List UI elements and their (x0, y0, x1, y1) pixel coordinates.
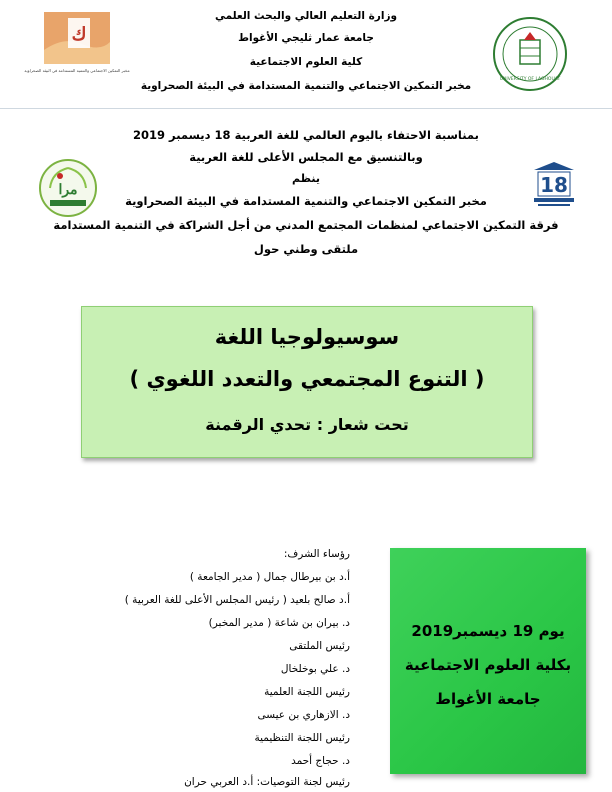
conference-slogan: تحت شعار : تحدي الرقمنة (205, 415, 409, 434)
intro-organizes: ينظم (292, 172, 320, 185)
header-university: جامعة عمار ثليجي الأغواط (238, 32, 374, 44)
svg-text:ك: ك (71, 24, 87, 45)
event-faculty: بكلية العلوم الاجتماعية (404, 656, 572, 674)
university-caption: UNIVERSITY OF LAGHOUAT (499, 77, 561, 82)
intro-conference: ملتقى وطني حول (253, 242, 359, 256)
conference-title-box (81, 306, 533, 458)
honor-line-1: أ.د بن بيرطال جمال ( مدير الجامعة ) (189, 571, 350, 583)
lab-logo-caption: مخبر التمكين الاجتماعي والتنمية المستدامة في البيئة الصحراوية (24, 68, 130, 73)
honor-line-4: رئيس الملتقى (289, 640, 350, 652)
lab-logo (24, 12, 130, 90)
svg-text:مرا: مرا (58, 182, 78, 198)
honor-line-10: رئيس لجنة التوصيات: أ.د العربي حران (184, 776, 350, 788)
intro-team: فرقة التمكين الاجتماعي لمنظمات المجتمع المدني من أجل الشراكة في التنمية المستدامة (53, 218, 559, 232)
event-university: جامعة الأغواط (435, 690, 541, 708)
council-logo (38, 158, 98, 218)
december-number: 18 (540, 173, 568, 197)
header-ministry: وزارة التعليم العالي والبحث العلمي (214, 10, 398, 22)
intro-occasion: بمناسبة الاحتفاء باليوم العالمي للغة العربية 18 ديسمبر 2019 (133, 128, 479, 142)
honor-line-8: رئيس اللجنة التنظيمية (254, 732, 350, 744)
header-faculty: كلية العلوم الاجتماعية (249, 56, 363, 68)
honor-line-5: د. علي بوخلخال (280, 663, 350, 675)
december-18-logo (528, 160, 580, 212)
intro-lab: مخبر التمكين الاجتماعي والتنمية المستدامة في البيئة الصحراوية (125, 194, 487, 208)
university-logo (490, 14, 570, 94)
event-date: يوم 19 ديسمبر2019 (411, 622, 565, 640)
honor-line-6: رئيس اللجنة العلمية (264, 686, 350, 698)
intro-coordination: وبالتنسيق مع المجلس الأعلى للغة العربية (189, 150, 423, 164)
conference-title: سوسيولوجيا اللغة (214, 325, 400, 349)
honor-line-7: د. الازهاري بن عيسى (257, 709, 350, 721)
honor-line-9: د. حجاج أحمد (291, 755, 350, 767)
date-venue-box (390, 548, 586, 774)
honor-line-2: أ.د صالح بلعيد ( رئيس المجلس الأعلى للغة العربية ) (124, 594, 350, 606)
header-lab: مخبر التمكين الاجتماعي والتنمية المستدامة في البيئة الصحراوية (140, 80, 472, 92)
committees-list (100, 540, 350, 792)
honor-line-3: د. بيران بن شاعة ( مدير المخبر) (208, 617, 350, 629)
header-divider (0, 108, 612, 109)
honor-heading: رؤساء الشرف: (283, 548, 350, 560)
conference-subtitle: ( التنوع المجتمعي والتعدد اللغوي ) (129, 367, 485, 391)
